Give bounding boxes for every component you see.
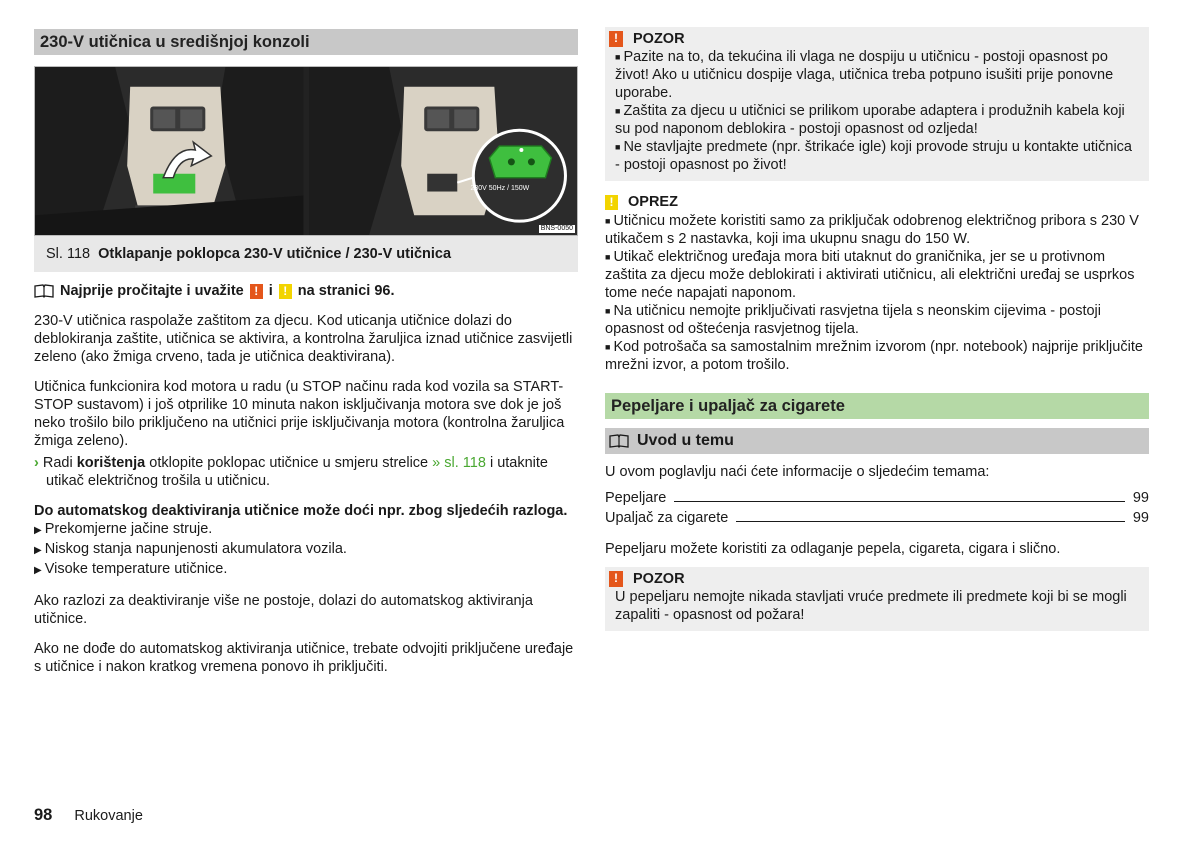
toc-leader xyxy=(736,521,1125,522)
read-first-page-ref: na stranici 96. xyxy=(297,283,395,299)
figure-panel-socket xyxy=(309,67,578,235)
action-mid: otklopite poklopac utičnice u smjeru strelice xyxy=(149,455,429,471)
paragraph-ashtray-use: Pepeljaru možete koristiti za odlaganje pepela, cigareta, cigara i slično. xyxy=(605,541,1061,557)
triangle-bullet-icon: ▶ xyxy=(34,565,42,576)
caution-title xyxy=(605,193,1149,211)
list-item: ■ Utičnicu možete koristiti samo za priključak odobrenog električnog pribora s 230 V utikačem s 2 nastavka, koji ima ukupnu snagu do 150 W. xyxy=(605,213,1139,247)
figure-caption-number: Sl. 118 xyxy=(46,246,91,262)
paragraph-child-protection: 230-V utičnica raspolaže zaštitom za djecu. Kod uticanja utičnice dolazi do deblokiranja zaštite, utičnica se aktivira, a kontrolna žaruljica iznad utičnice zasvijetli zeleno (ako žmiga crveno, tada je utičnica deaktivirana). xyxy=(34,313,573,365)
list-item: ■ Kod potrošača sa samostalnim mrežnim izvorom (npr. notebook) najprije priključite mrežni izvor, a potom trošilo. xyxy=(605,339,1143,373)
list-item: ■ Na utičnicu nemojte priključivati rasvjetna tijela s neonskim cijevima - postoji opasnost od oštećenja rasvjetnog tijela. xyxy=(605,303,1101,337)
warning-box-ashtray xyxy=(605,567,1149,631)
action-pre: Radi xyxy=(42,455,73,471)
list-item: ■ Zaštita za djecu u utičnici se prilikom uporabe adaptera i produžnih kabela koji su pod naponom deblokira - postoji opasnost od ozljeda! xyxy=(615,103,1125,137)
toc-label: Pepeljare xyxy=(605,490,667,506)
list-item: ■ Pazite na to, da tekućina ili vlaga ne dospiju u utičnicu - postoji opasnost po život! Ako u utičnicu dospije vlaga, utičnica treba potpuno isušiti prije ponovne uporabe. xyxy=(615,49,1114,101)
list-item: ▶ Niskog stanja napunjenosti akumulatora vozila. xyxy=(34,541,347,557)
caution-block xyxy=(605,193,1149,374)
caution-chip-icon: ! xyxy=(279,284,292,299)
socket-rating-label: 230V 50Hz / 150W xyxy=(470,185,530,192)
figure-panel-cover xyxy=(35,67,304,235)
paragraph-reconnect: Ako ne dođe do automatskog aktiviranja utičnice, trebate odvojiti priključene uređaje s utičnice i nakon kratkog vremena ponovo ih priključiti. xyxy=(34,641,574,675)
list-item: ▶ Prekomjerne jačine struje. xyxy=(34,521,213,537)
warning-chip-icon: ! xyxy=(609,31,623,47)
list-item: ■ Utikač električnog uređaja mora biti utaknut do graničnika, jer se u protivnom zaštita za djecu može deblokirati i aktivirati utičnicu, ali električni uređaj se usprkos tome neće napajati naponom. xyxy=(605,249,1135,301)
square-bullet-icon: ■ xyxy=(605,216,611,226)
figure-link[interactable]: » sl. 118 xyxy=(432,455,486,471)
figure-caption xyxy=(34,236,578,272)
action-step xyxy=(34,454,578,490)
figure-118 xyxy=(34,66,578,236)
figure-caption-text: Otklapanje poklopca 230-V utičnice / 230-V utičnica xyxy=(98,246,452,262)
caution-label: OPREZ xyxy=(628,194,678,210)
warning-chip-icon: ! xyxy=(609,571,623,587)
square-bullet-icon: ■ xyxy=(605,342,611,352)
triangle-bullet-icon: ▶ xyxy=(34,525,42,536)
triangle-bullet-icon: ▶ xyxy=(34,545,42,556)
subheading-label: Uvod u temu xyxy=(637,432,734,449)
caution-chip-icon: ! xyxy=(605,195,618,210)
topics-toc xyxy=(605,489,1149,529)
toc-page: 99 xyxy=(1132,490,1149,506)
read-first-note xyxy=(34,282,578,300)
page-number: 98 xyxy=(34,806,53,824)
toc-leader xyxy=(674,501,1125,502)
figure-code: BNS-0050 xyxy=(540,225,573,232)
read-first-and: i xyxy=(268,283,273,299)
square-bullet-icon: ■ xyxy=(605,306,611,316)
square-bullet-icon: ■ xyxy=(615,52,621,62)
left-column xyxy=(34,29,578,676)
page-footer xyxy=(34,806,143,825)
warning-chip-icon: ! xyxy=(250,284,263,299)
action-bold: korištenja xyxy=(76,455,146,471)
paragraph-auto-activation: Ako razlozi za deaktiviranje više ne postoje, dolazi do automatskog aktiviranja utičnice. xyxy=(34,593,533,627)
action-post: i utaknite utikač električnog trošila u utičnicu. xyxy=(46,455,548,489)
warning-label: POZOR xyxy=(633,571,685,587)
list-item: ■ Ne stavljajte predmete (npr. štrikaće igle) koji provode struju u kontakte utičnica - postoji opasnost po život! xyxy=(615,139,1132,173)
chapter-name: Rukovanje xyxy=(74,808,143,824)
square-bullet-icon: ■ xyxy=(615,142,621,152)
warning-title xyxy=(609,30,1139,48)
warning-box-socket xyxy=(605,27,1149,181)
book-icon xyxy=(609,434,629,448)
list-item: ▶ Visoke temperature utičnice. xyxy=(34,561,228,577)
deactivation-heading: Do automatskog deaktiviranja utičnice može doći npr. zbog sljedećih razloga. xyxy=(34,503,568,519)
toc-label: Upaljač za cigarete xyxy=(605,510,729,526)
socket-detail-illustration xyxy=(309,67,578,235)
paragraph-operation: Utičnica funkcionira kod motora u radu (u STOP načinu rada kod vozila sa START-STOP sustavom) i još otprilike 10 minuta nakon isključivanja motora sve dok je još neko trošilo bilo priključeno na utičnici prije isključivanja motora (kontrolna žaruljica žmiga zeleno). xyxy=(34,379,565,449)
paragraph-topics-intro: U ovom poglavlju naći ćete informacije o sljedećim temama: xyxy=(605,464,990,480)
warning-text: U pepeljaru nemojte nikada stavljati vruće predmete ili predmete koji bi se mogli zapaliti - opasnost od požara! xyxy=(615,589,1127,623)
toc-page: 99 xyxy=(1132,510,1149,526)
toc-entry-lighter[interactable] xyxy=(605,509,1149,529)
right-column xyxy=(605,27,1149,631)
warning-title xyxy=(609,570,1139,588)
chevron-right-icon: › xyxy=(34,455,39,471)
warning-label: POZOR xyxy=(633,31,685,47)
toc-entry-ashtrays[interactable] xyxy=(605,489,1149,509)
deactivation-list xyxy=(34,520,578,580)
section-title-socket: 230-V utičnica u središnjoj konzoli xyxy=(34,29,578,55)
square-bullet-icon: ■ xyxy=(615,106,621,116)
console-cover-illustration xyxy=(35,67,304,235)
read-first-prefix: Najprije pročitajte i uvažite xyxy=(60,283,244,299)
subheading-intro xyxy=(605,428,1149,454)
book-icon xyxy=(34,284,54,298)
section-title-ashtrays: Pepeljare i upaljač za cigarete xyxy=(605,393,1149,419)
square-bullet-icon: ■ xyxy=(605,252,611,262)
